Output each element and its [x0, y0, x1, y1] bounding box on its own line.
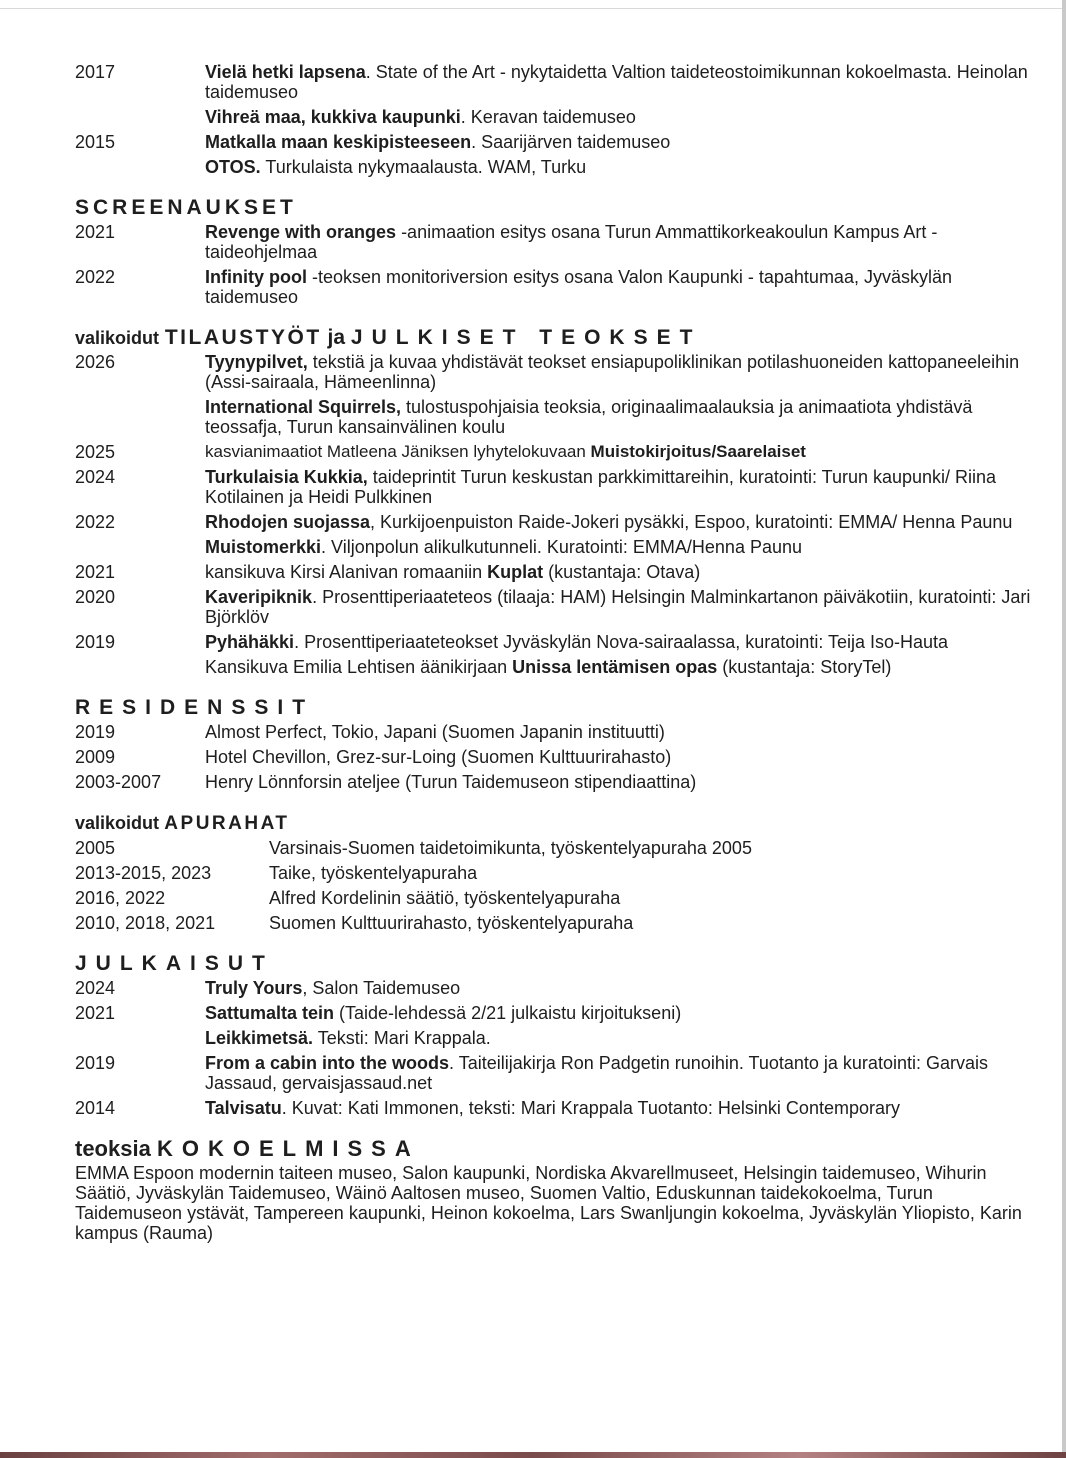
section-heading-commissions	[75, 326, 1035, 350]
heading-join: ja	[327, 326, 346, 349]
entry-text: . State of the Art - nykytaidetta Valtion taideteostoimikunnan kokoelmasta. Heinolan taidemuseo	[205, 62, 1028, 102]
year: 2021	[75, 1003, 116, 1023]
residency-text: Almost Perfect, Tokio, Japani (Suomen Japanin instituutti)	[205, 722, 665, 742]
screening-entry	[205, 222, 1035, 262]
section-heading-screenings: SCREENAUKSET	[75, 196, 297, 219]
work-title: Muistokirjoitus/Saarelaiset	[590, 442, 806, 461]
work-title: Kuplat	[487, 562, 544, 582]
work-title: Infinity pool	[205, 267, 307, 287]
heading-prefix: valikoidut	[75, 813, 160, 833]
work-title: Unissa lentämisen opas	[512, 657, 718, 677]
entry-text: . Prosenttiperiaateteokset Jyväskylän Nova-sairaalassa, kuratointi: Teija Iso-Hauta	[294, 632, 949, 652]
screening-row	[75, 222, 1035, 262]
year: 2014	[75, 1098, 116, 1118]
work-title: OTOS.	[205, 157, 261, 177]
entry-pre: kasvianimaatiot Matleena Jäniksen lyhytelokuvaan	[205, 442, 591, 461]
commission-entry	[205, 562, 1035, 582]
grant-row	[75, 838, 1035, 858]
year: 2022	[75, 267, 116, 287]
commission-entries	[205, 632, 1035, 677]
work-title: Pyhähäkki	[205, 632, 295, 652]
commission-entry	[205, 587, 1035, 627]
exhibition-entries	[205, 62, 1035, 127]
commission-entries	[205, 352, 1035, 437]
commission-row-2026	[75, 352, 1035, 437]
publication-row	[75, 1003, 1035, 1048]
work-title: Muistomerkki	[205, 537, 322, 557]
work-title: Vihreä maa, kukkiva kaupunki	[205, 107, 461, 127]
heading-main: KOKOELMISSA	[156, 1136, 420, 1161]
residency-row	[75, 747, 1035, 767]
work-title: Talvisatu	[205, 1098, 282, 1118]
work-title: Leikkimetsä.	[205, 1028, 314, 1048]
publication-entries	[205, 1003, 1035, 1048]
commission-entry	[205, 657, 1035, 677]
publication-entry	[205, 1053, 1035, 1093]
work-title: Matkalla maan keskipisteeseen	[205, 132, 472, 152]
work-title: Rhodojen suojassa	[205, 512, 371, 532]
grant-text: Suomen Kulttuurirahasto, työskentelyapuraha	[269, 913, 634, 933]
page-right-edge	[1062, 0, 1066, 1458]
work-title: Turkulaisia Kukkia,	[205, 467, 368, 487]
commission-row-2025	[75, 442, 1035, 462]
year: 2024	[75, 978, 116, 998]
residency-row	[75, 722, 1035, 742]
year: 2016, 2022	[75, 888, 166, 908]
entry-text: (kustantaja: StoryTel)	[717, 657, 892, 677]
section-heading-collections	[75, 1137, 1035, 1161]
grant-text: Taike, työskentelyapuraha	[269, 863, 478, 883]
section-heading-grants	[75, 811, 1035, 836]
year: 2015	[75, 132, 116, 152]
work-title: Sattumalta tein	[205, 1003, 335, 1023]
commission-entry	[205, 467, 1035, 507]
work-title: Tyynypilvet,	[205, 352, 308, 372]
entry-text: Teksti: Mari Krappala.	[313, 1028, 491, 1048]
residency-row	[75, 772, 1035, 792]
year: 2019	[75, 722, 116, 742]
heading-main: APURAHAT	[164, 813, 290, 834]
year: 2010, 2018, 2021	[75, 913, 216, 933]
screening-entry	[205, 267, 1035, 307]
year: 2024	[75, 467, 116, 487]
exhibition-entries	[205, 132, 1035, 177]
entry-text: . Kuvat: Kati Immonen, teksti: Mari Krappala Tuotanto: Helsinki Contemporary	[281, 1098, 900, 1118]
grant-row	[75, 863, 1035, 883]
commission-row-2021	[75, 562, 1035, 582]
commission-entry	[205, 442, 1035, 462]
commission-row-2024	[75, 467, 1035, 507]
publication-row	[75, 1053, 1035, 1093]
page-top-border	[0, 8, 1066, 9]
year: 2020	[75, 587, 116, 607]
work-title: Vielä hetki lapsena	[205, 62, 366, 82]
year: 2019	[75, 1053, 116, 1073]
work-title: Kaveripiknik	[205, 587, 313, 607]
entry-text: . Viljonpolun alikulkutunneli. Kuratointi: EMMA/Henna Paunu	[321, 537, 803, 557]
exhibition-entry	[205, 157, 1035, 177]
page-bottom-band	[0, 1452, 1066, 1458]
entry-text: taideprintit Turun keskustan parkkimittareihin, kuratointi: Turun kaupunki/ Riina Kotilainen ja Heidi Pulkkinen	[205, 467, 997, 507]
year: 2009	[75, 747, 116, 767]
entry-text: . Saarijärven taidemuseo	[471, 132, 671, 152]
year: 2021	[75, 562, 116, 582]
entry-text: . Keravan taidemuseo	[460, 107, 636, 127]
entry-text: tekstiä ja kuvaa yhdistävät teokset ensiapupoliklinikan potilashuoneiden kattopaneeleihin (Assi-sairaala, Hämeenlinna)	[205, 352, 1020, 392]
entry-pre: Kansikuva Emilia Lehtisen äänikirjaan	[205, 657, 513, 677]
publication-entry	[205, 978, 1035, 998]
year: 2025	[75, 442, 116, 462]
entry-text: (kustantaja: Otava)	[543, 562, 701, 582]
work-title: International Squirrels,	[205, 397, 402, 417]
commission-row-2022	[75, 512, 1035, 557]
heading-main: TILAUSTYÖT	[164, 326, 322, 349]
grant-row	[75, 913, 1035, 933]
cv-page	[75, 62, 1035, 1243]
publication-entry	[205, 1003, 1035, 1023]
entry-text: -teoksen monitoriversion esitys osana Valon Kaupunki - tapahtumaa, Jyväskylän taidemuseo	[205, 267, 952, 307]
year: 2026	[75, 352, 116, 372]
exhibition-row-2017	[75, 62, 1035, 127]
year: 2019	[75, 632, 116, 652]
heading-prefix: teoksia	[75, 1136, 151, 1161]
section-heading-residencies: RESIDENSSIT	[75, 696, 315, 719]
year: 2021	[75, 222, 116, 242]
entry-text: Turkulaista nykymaalausta. WAM, Turku	[260, 157, 587, 177]
entry-text: tulostuspohjaisia teoksia, originaalimaalauksia ja animaatiota yhdistävä teossafja, Turun kansainvälinen koulu	[205, 397, 973, 437]
publication-row	[75, 978, 1035, 998]
year: 2017	[75, 62, 116, 82]
year: 2003-2007	[75, 772, 162, 792]
screening-row	[75, 267, 1035, 307]
residency-text: Hotel Chevillon, Grez-sur-Loing (Suomen Kulttuurirahasto)	[205, 747, 672, 767]
exhibition-entry	[205, 62, 1035, 102]
collections-text: EMMA Espoon modernin taiteen museo, Salon kaupunki, Nordiska Akvarellmuseet, Helsingin taidemuseo, Wihurin Säätiö, Jyväskylän Taidemuseo, Wäinö Aaltosen museo, Suomen Valtio, Eduskunnan taidekokoelma, Turun Taidemuseon ystävät, Tampereen kaupunki, Heinon kokoelma, Lars Swanljungin kokoelma, Jyväskylän Yliopisto, Karin kampus (Rauma)	[75, 1163, 1022, 1243]
commission-entry	[205, 397, 1035, 437]
entry-text: . Prosenttiperiaateteos (tilaaja: HAM) Helsingin Malminkartanon päiväkotiin, kuratointi: Jari Björklöv	[205, 587, 1031, 627]
grant-text: Varsinais-Suomen taidetoimikunta, työskentelyapuraha 2005	[269, 838, 752, 858]
year: 2013-2015, 2023	[75, 863, 212, 883]
entry-pre: kansikuva Kirsi Alanivan romaaniin	[205, 562, 488, 582]
commission-entry	[205, 512, 1035, 532]
commission-row-2020	[75, 587, 1035, 627]
entry-text: . Taiteilijakirja Ron Padgetin runoihin. Tuotanto ja kuratointi: Garvais Jassaud, gervaisjassaud.net	[205, 1053, 988, 1093]
commission-entry	[205, 632, 1035, 652]
exhibition-entry	[205, 107, 1035, 127]
heading-prefix: valikoidut	[75, 328, 160, 348]
year: 2022	[75, 512, 116, 532]
commission-entry	[205, 352, 1035, 392]
exhibition-row-2015	[75, 132, 1035, 177]
entry-text: -animaation esitys osana Turun Ammattikorkeakoulun Kampus Art -taideohjelmaa	[205, 222, 938, 262]
work-title: From a cabin into the woods	[205, 1053, 450, 1073]
grant-row	[75, 888, 1035, 908]
publication-row	[75, 1098, 1035, 1118]
publication-entry	[205, 1028, 1035, 1048]
commission-row-2019	[75, 632, 1035, 677]
entry-text: (Taide-lehdessä 2/21 julkaistu kirjoitukseni)	[334, 1003, 682, 1023]
exhibition-entry	[205, 132, 1035, 152]
entry-text: , Kurkijoenpuiston Raide-Jokeri pysäkki, Espoo, kuratointi: EMMA/ Henna Paunu	[370, 512, 1013, 532]
heading-tail: JULKISET TEOKSET	[350, 326, 702, 349]
publication-entry	[205, 1098, 1035, 1118]
commission-entry	[205, 537, 1035, 557]
residency-text: Henry Lönnforsin ateljee (Turun Taidemuseon stipendiaattina)	[205, 772, 697, 792]
work-title: Revenge with oranges	[205, 222, 397, 242]
commission-entries	[205, 512, 1035, 557]
grant-text: Alfred Kordelinin säätiö, työskentelyapuraha	[269, 888, 621, 908]
section-heading-publications: JULKAISUT	[75, 952, 274, 975]
entry-text: , Salon Taidemuseo	[302, 978, 461, 998]
work-title: Truly Yours	[205, 978, 303, 998]
year: 2005	[75, 838, 116, 858]
